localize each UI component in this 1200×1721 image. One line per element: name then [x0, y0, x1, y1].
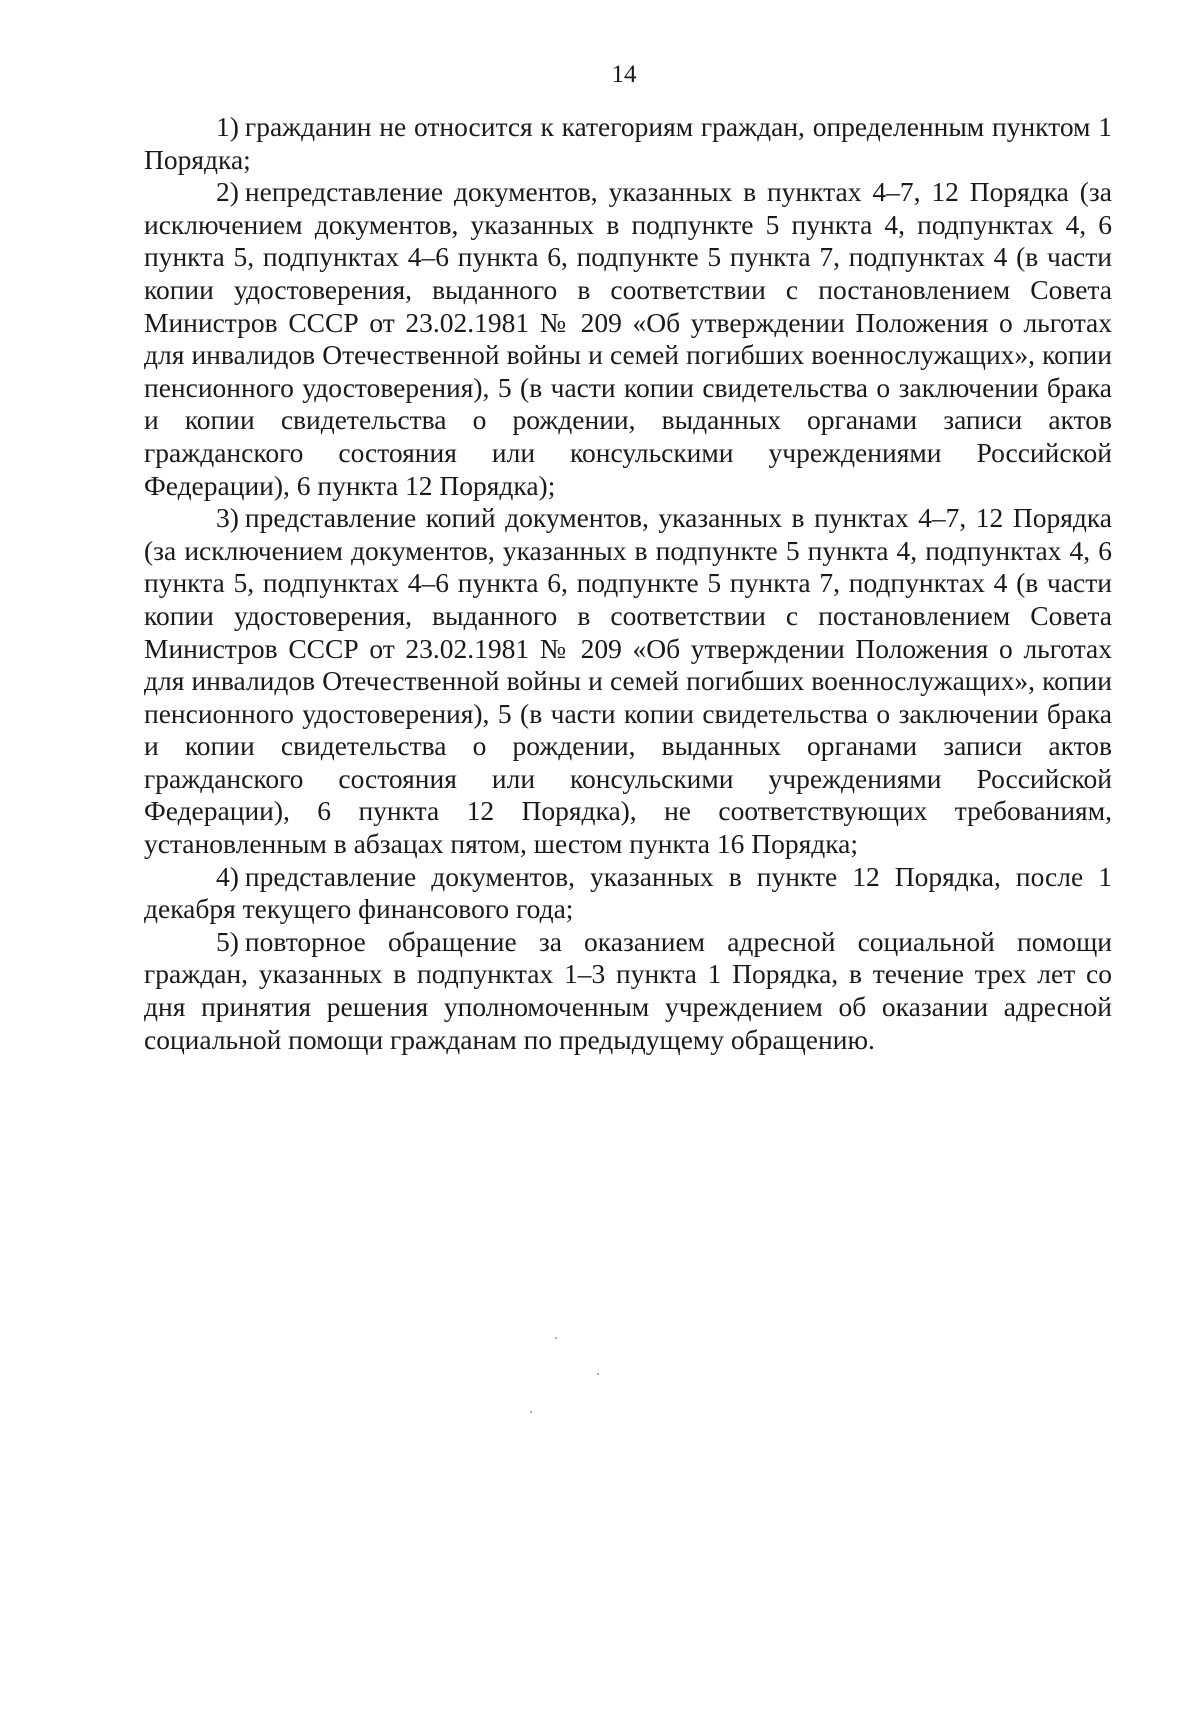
item-number: 2): [216, 176, 239, 208]
list-item-3: [144, 502, 1112, 861]
item-text: гражданин не относится к категориям граждан, определенным пунктом 1 Порядка;: [144, 111, 1112, 175]
item-number: 4): [216, 860, 239, 892]
list-item-1: [144, 111, 1112, 176]
item-text: представление копий документов, указанных в пунктах 4–7, 12 Порядка (за исключением документов, указанных в подпункте 5 пункта 4, подпунктах 4, 6 пункта 5, подпунктах 4–6 пункта 6, подпункте 5 пункта 7, подпунктах 4 (в части копии удостоверения, выданного в соответствии с постановлением Совета Министров СССР от 23.02.1981 № 209 «Об утверждении Положения о льготах для инвалидов Отечественной войны и семей погибших военнослужащих», копии пенсионного удостоверения), 5 (в части копии свидетельства о заключении брака и копии свидетельства о рождении, выданных органами записи актов гражданского состояния или консульскими учреждениями Российской Федерации), 6 пункта 12 Порядка), не соответствующих требованиям, установленным в абзацах пятом, шестом пункта 16 Порядка;: [144, 502, 1112, 860]
item-text: представление документов, указанных в пункте 12 Порядка, после 1 декабря текущего финансового года;: [144, 860, 1112, 925]
item-number: 5): [216, 925, 239, 957]
list-item-4: [144, 861, 1112, 926]
item-number: 1): [216, 111, 239, 142]
scan-speck: [555, 1337, 557, 1339]
list-item-2: [144, 176, 1112, 502]
scan-speck: [530, 1411, 532, 1413]
scan-speck: [597, 1373, 599, 1375]
item-text: непредставление документов, указанных в пунктах 4–7, 12 Порядка (за исключением документов, указанных в подпункте 5 пункта 4, подпунктах 4, 6 пункта 5, подпунктах 4–6 пункта 6, подпункте 5 пункта 7, подпунктах 4 (в части копии удостоверения, выданного в соответствии с постановлением Совета Министров СССР от 23.02.1981 № 209 «Об утверждении Положения о льготах для инвалидов Отечественной войны и семей погибших военнослужащих», копии пенсионного удостоверения), 5 (в части копии свидетельства о заключении брака и копии свидетельства о рождении, выданных органами записи актов гражданского состояния или консульскими учреждениями Российской Федерации), 6 пункта 12 Порядка);: [144, 176, 1112, 501]
page-number: 14: [611, 61, 637, 88]
item-number: 3): [216, 502, 239, 534]
list-item-5: [144, 926, 1112, 1056]
item-text: повторное обращение за оказанием адресной социальной помощи граждан, указанных в подпунктах 1–3 пункта 1 Порядка, в течение трех лет со дня принятия решения уполномоченным учреждением об оказании адресной социальной помощи гражданам по предыдущему обращению.: [144, 925, 1112, 1055]
document-body: [144, 111, 1112, 1056]
